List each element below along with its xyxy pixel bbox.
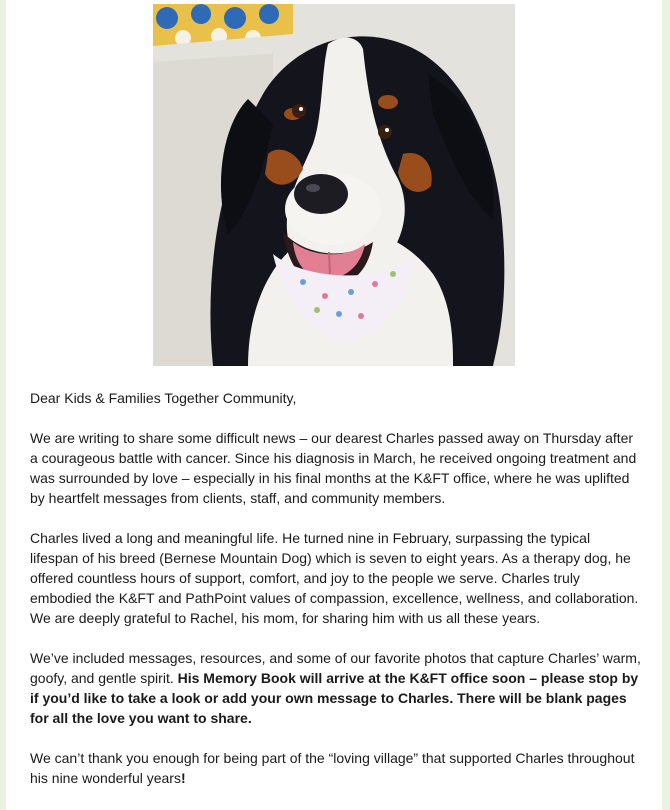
- memory-book-announcement: His Memory Book will arrive at the K&FT office soon – please stop by if you’d like to take a look or add your own message to Charles. There will be blank pages for all the love you want to share.: [30, 670, 639, 726]
- eye-left: [292, 104, 306, 118]
- dog-illustration: [153, 4, 515, 366]
- dog-photo: [153, 4, 515, 366]
- paragraph-news: We are writing to share some difficult news – our dearest Charles passed away on Thursday after a courageous battle with cancer. Since his diagnosis in March, he received ongoing treatment and was surrounded by love – especially in his final months at the K&FT office, where he was uplifted by heartfelt messages from clients, staff, and community members.: [30, 430, 637, 506]
- paragraph-memory-book-intro: We’ve included messages, resources, and some of our favorite photos that capture Charles’ warm, goofy, and gentle spirit.: [30, 650, 641, 686]
- paragraph-life: Charles lived a long and meaningful life. He turned nine in February, surpassing the typical lifespan of his breed (Bernese Mountain Dog) which is seven to eight years. As a therapy dog, he offered countless hours of support, comfort, and joy to the people we serve. Charles truly embodied the K&FT and PathPoint values of compassion, excellence, wellness, and collaboration. We are deeply grateful to Rachel, his mom, for sharing him with us all these years.: [30, 530, 639, 626]
- paragraph-thanks-exclamation: !: [180, 770, 186, 786]
- tan-eyebrow-right: [378, 95, 398, 109]
- letter-text: [30, 388, 642, 808]
- eye-right: [378, 125, 392, 139]
- email-body: [6, 0, 662, 810]
- paragraph-memory-book: [30, 648, 642, 728]
- greeting: Dear Kids & Families Together Community,: [30, 390, 297, 406]
- paragraph-thanks: [30, 748, 642, 788]
- tile-pattern: [153, 4, 293, 62]
- nose: [294, 174, 348, 214]
- paragraph-thanks-text: We can’t thank you enough for being part of the “loving village” that supported Charles throughout his nine wonderful years: [30, 750, 635, 786]
